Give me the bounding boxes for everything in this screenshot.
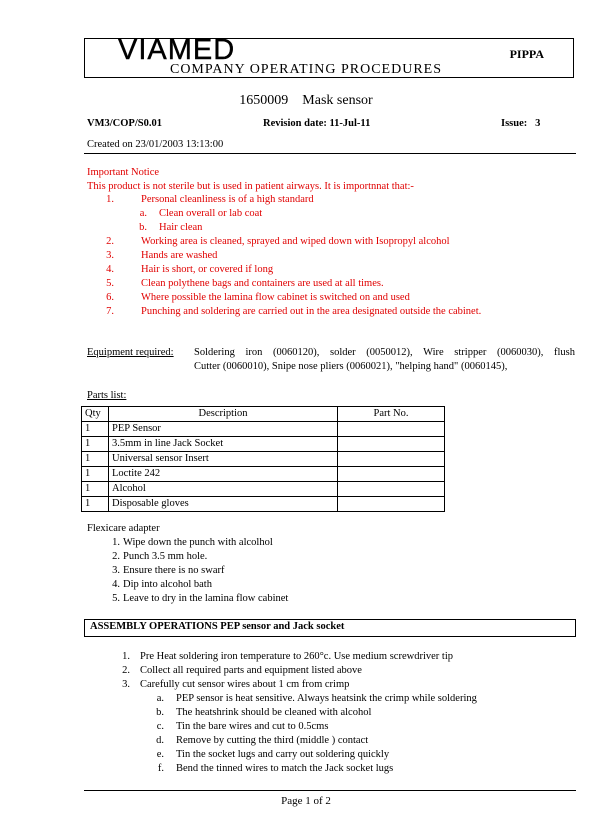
table-row xyxy=(82,482,445,497)
notice-item-text: Hands are washed xyxy=(141,250,218,261)
equipment-line-2: Cutter (0060010), Snipe nose pliers (0060021), "helping hand" (0060145), xyxy=(194,361,508,372)
notice-item-num: b. xyxy=(139,222,147,233)
column-header-qty: Qty xyxy=(82,407,109,422)
notice-item-text: Personal cleanliness is of a high standard xyxy=(141,194,314,205)
step-text: Pre Heat soldering iron temperature to 260°c. Use medium screwdriver tip xyxy=(140,651,453,662)
table-row xyxy=(82,497,445,512)
table-row xyxy=(82,422,445,437)
revision-date: Revision date: 11-Jul-11 xyxy=(263,118,371,129)
substep-text: Bend the tinned wires to match the Jack socket lugs xyxy=(176,763,394,774)
notice-item-text: Hair clean xyxy=(159,222,203,233)
notice-item-num: 2. xyxy=(106,236,114,247)
notice-item-num: 5. xyxy=(106,278,114,289)
table-row xyxy=(82,452,445,467)
parts-table xyxy=(81,406,445,512)
notice-item-num: 4. xyxy=(106,264,114,275)
document-title: 1650009 Mask sensor xyxy=(239,93,373,108)
notice-item-num: a. xyxy=(139,208,147,219)
substep-num: d. xyxy=(156,735,164,746)
footer-divider xyxy=(84,790,576,791)
cell-part-no xyxy=(338,497,445,512)
procedure-title: COMPANY OPERATING PROCEDURES xyxy=(169,62,442,77)
notice-item-num: 6. xyxy=(106,292,114,303)
issue-number: Issue: 3 xyxy=(501,118,541,129)
notice-item-num: 7. xyxy=(106,306,114,317)
cell-part-no xyxy=(338,467,445,482)
cell-description: 3.5mm in line Jack Socket xyxy=(109,437,338,452)
cell-qty: 1 xyxy=(82,437,109,452)
equipment-line-1: Soldering iron (0060120), solder (0050012), Wire stripper (0060030), flush xyxy=(194,347,575,358)
notice-heading: Important Notice xyxy=(87,167,160,178)
notice-item-text: Clean overall or lab coat xyxy=(159,208,263,219)
step-num: 1. xyxy=(122,651,130,662)
divider xyxy=(84,153,576,154)
table-row xyxy=(82,467,445,482)
table-row xyxy=(82,437,445,452)
cell-qty: 1 xyxy=(82,452,109,467)
step-text: Ensure there is no swarf xyxy=(123,565,225,576)
assembly-steps xyxy=(0,650,612,780)
notice-item-num: 3. xyxy=(106,250,114,261)
cell-description: Universal sensor Insert xyxy=(109,452,338,467)
created-date: Created on 23/01/2003 13:13:00 xyxy=(87,139,224,150)
cell-part-no xyxy=(338,422,445,437)
notice-item-text: Where possible the lamina flow cabinet is switched on and used xyxy=(141,292,410,303)
cell-part-no xyxy=(338,482,445,497)
equipment-label: Equipment required: xyxy=(87,347,174,358)
step-text: Carefully cut sensor wires about 1 cm from crimp xyxy=(140,679,350,690)
substep-num: a. xyxy=(156,693,164,704)
notice-item-text: Hair is short, or covered if long xyxy=(141,264,274,275)
step-text: Wipe down the punch with alcolhol xyxy=(123,537,273,548)
step-num: 3. xyxy=(112,565,120,576)
substep-num: b. xyxy=(156,707,164,718)
notice-item-text: Working area is cleaned, sprayed and wiped down with Isopropyl alcohol xyxy=(141,236,450,247)
step-num: 2. xyxy=(122,665,130,676)
flexicare-heading: Flexicare adapter xyxy=(87,523,160,534)
cell-part-no xyxy=(338,452,445,467)
company-logo: VIAMED xyxy=(118,34,236,66)
cell-description: Loctite 242 xyxy=(109,467,338,482)
step-num: 5. xyxy=(112,593,120,604)
cell-qty: 1 xyxy=(82,467,109,482)
substep-text: Tin the bare wires and cut to 0.5cms xyxy=(176,721,329,732)
cell-qty: 1 xyxy=(82,422,109,437)
column-header-part-no: Part No. xyxy=(338,407,445,422)
substep-text: Tin the socket lugs and carry out soldering quickly xyxy=(176,749,390,760)
step-text: Dip into alcohol bath xyxy=(123,579,212,590)
step-text: Collect all required parts and equipment listed above xyxy=(140,665,362,676)
cell-qty: 1 xyxy=(82,482,109,497)
substep-text: PEP sensor is heat sensitive. Always heatsink the crimp while soldering xyxy=(176,693,477,704)
step-num: 1. xyxy=(112,537,120,548)
substep-text: The heatshrink should be cleaned with alcohol xyxy=(176,707,372,718)
substep-num: c. xyxy=(156,721,164,732)
substep-num: f. xyxy=(157,763,164,774)
page-number: Page 1 of 2 xyxy=(281,795,331,807)
flexicare-steps xyxy=(0,536,612,608)
assembly-title: ASSEMBLY OPERATIONS PEP sensor and Jack socket xyxy=(90,621,345,632)
cell-description: Alcohol xyxy=(109,482,338,497)
step-num: 4. xyxy=(112,579,120,590)
cell-description: PEP Sensor xyxy=(109,422,338,437)
notice-list xyxy=(0,193,612,323)
substep-text: Remove by cutting the third (middle ) contact xyxy=(176,735,369,746)
cell-part-no xyxy=(338,437,445,452)
cell-description: Disposable gloves xyxy=(109,497,338,512)
step-text: Leave to dry in the lamina flow cabinet xyxy=(123,593,289,604)
step-text: Punch 3.5 mm hole. xyxy=(123,551,208,562)
cell-qty: 1 xyxy=(82,497,109,512)
substep-num: e. xyxy=(156,749,164,760)
step-num: 3. xyxy=(122,679,130,690)
step-num: 2. xyxy=(112,551,120,562)
notice-item-text: Punching and soldering are carried out in the area designated outside the cabinet. xyxy=(141,306,482,317)
table-header-row xyxy=(82,407,445,422)
parts-label: Parts list: xyxy=(87,390,127,401)
column-header-description: Description xyxy=(109,407,338,422)
product-code: PIPPA xyxy=(509,47,544,61)
document-reference: VM3/COP/S0.01 xyxy=(87,118,162,129)
notice-item-num: 1. xyxy=(106,194,114,205)
notice-item-text: Clean polythene bags and containers are used at all times. xyxy=(141,278,384,289)
notice-intro: This product is not sterile but is used in patient airways. It is importnnat that:- xyxy=(87,181,414,192)
